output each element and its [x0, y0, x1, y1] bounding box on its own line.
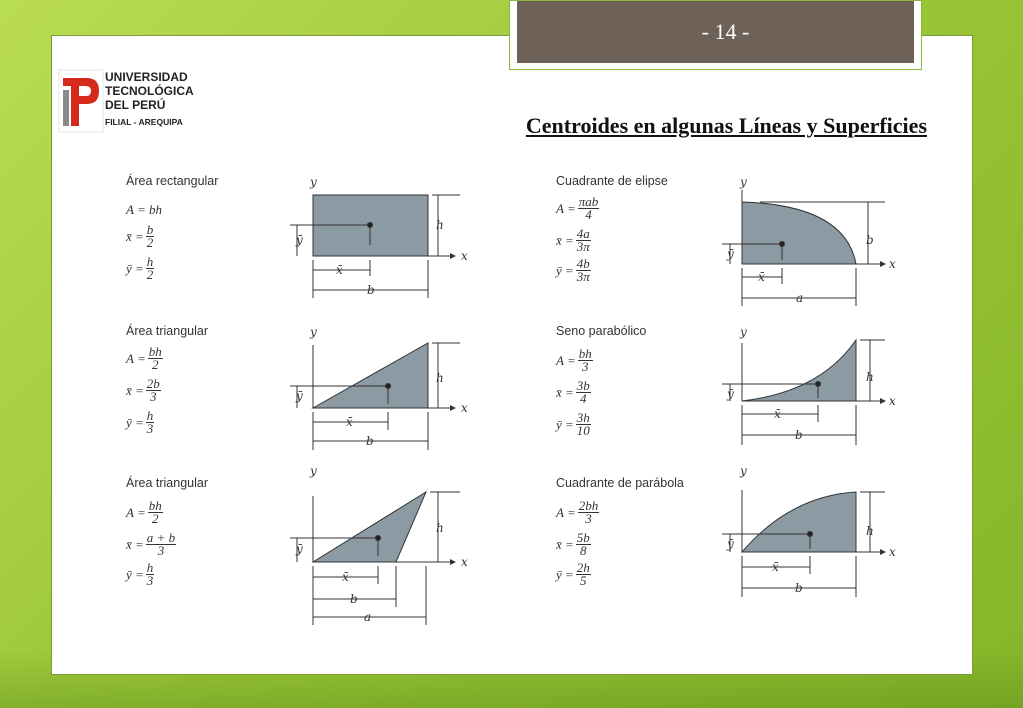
- label-b: b: [367, 283, 375, 297]
- label-xbar: x̄: [336, 263, 343, 277]
- numerator: 4b: [576, 256, 590, 271]
- shape-name: Seno parabólico: [556, 324, 647, 338]
- numerator: bh: [148, 498, 162, 513]
- denominator: 8: [580, 543, 587, 558]
- denominator: 3: [157, 543, 165, 558]
- label-y: y: [310, 464, 317, 478]
- formula-lhs: ȳ =: [126, 260, 144, 276]
- label-x: x: [461, 249, 468, 263]
- numerator: 2b: [146, 376, 160, 391]
- shape-name: Área rectangular: [126, 174, 219, 188]
- label-b: b: [795, 428, 803, 442]
- label-h: h: [866, 370, 874, 384]
- rectangle-diagram: [290, 195, 460, 298]
- numerator: 4a: [576, 226, 590, 241]
- numerator: 2h: [576, 560, 590, 575]
- formula-lhs: x̄ =: [556, 384, 574, 400]
- denominator: 3π: [576, 239, 590, 254]
- numerator: 2bh: [578, 498, 599, 513]
- parabola-quadrant-diagram: [722, 490, 885, 597]
- label-a: a: [364, 610, 372, 624]
- formula-lhs: x̄ =: [556, 536, 574, 552]
- label-ybar: ȳ: [727, 537, 734, 551]
- label-x: x: [889, 545, 896, 559]
- label-h: h: [436, 371, 444, 385]
- label-h: h: [436, 521, 444, 535]
- denominator: 3: [146, 421, 154, 436]
- denominator: 4: [580, 391, 587, 406]
- shape-name: Cuadrante de parábola: [556, 476, 684, 490]
- parabolic-spandrel-diagram: [722, 340, 885, 445]
- denominator: 3: [146, 573, 154, 588]
- label-y: y: [740, 175, 747, 189]
- shape-name: Área triangular: [126, 324, 208, 338]
- formula-lhs: ȳ =: [126, 566, 144, 582]
- formula-lhs: x̄ =: [126, 382, 144, 398]
- page-title: Centroides en algunas Líneas y Superficies: [525, 113, 927, 138]
- denominator: 2: [151, 511, 159, 526]
- denominator: 3: [150, 389, 157, 404]
- label-xbar: x̄: [774, 407, 781, 421]
- formula-lhs: x̄ =: [126, 536, 144, 552]
- formula-lhs: A =: [556, 504, 576, 520]
- numerator: bh: [148, 344, 162, 359]
- shape-name: Área triangular: [126, 476, 208, 490]
- label-b: b: [866, 233, 874, 247]
- numerator: bh: [578, 346, 592, 361]
- numerator: 5b: [576, 530, 590, 545]
- denominator: 2: [146, 235, 154, 250]
- label-b: b: [795, 581, 803, 595]
- label-a: a: [796, 291, 804, 305]
- numerator: h: [146, 560, 154, 575]
- label-h: h: [866, 524, 874, 538]
- label-x: x: [461, 401, 468, 415]
- label-x: x: [889, 394, 896, 408]
- numerator: h: [146, 254, 154, 269]
- ellipse-quadrant-diagram: [722, 190, 885, 306]
- label-y: y: [740, 464, 747, 478]
- numerator: h: [146, 408, 154, 423]
- label-x: x: [461, 555, 468, 569]
- denominator: 10: [576, 423, 590, 438]
- label-x: x: [889, 257, 896, 271]
- logo-line-3: DEL PERÚ: [105, 98, 166, 112]
- page-number: - 14 -: [517, 1, 914, 63]
- shape-name: Cuadrante de elipse: [556, 174, 668, 188]
- denominator: 2: [151, 357, 159, 372]
- formula-lhs: ȳ =: [556, 416, 574, 432]
- label-h: h: [436, 218, 444, 232]
- general-triangle-diagram: [290, 492, 460, 625]
- numerator: 3b: [576, 378, 590, 393]
- label-b: b: [350, 592, 358, 606]
- numerator: b: [146, 222, 154, 237]
- formula-lhs: A =: [126, 350, 146, 366]
- label-y: y: [310, 175, 317, 189]
- label-y: y: [740, 325, 747, 339]
- numerator: 3h: [576, 410, 590, 425]
- formula-lhs: A =: [126, 202, 146, 217]
- label-ybar: ȳ: [296, 233, 303, 247]
- label-xbar: x̄: [342, 570, 349, 584]
- denominator: 3: [581, 359, 589, 374]
- formula-lhs: x̄ =: [126, 228, 144, 244]
- logo-line-2: TECNOLÓGICA: [105, 84, 194, 98]
- formula-lhs: A =: [556, 352, 576, 368]
- label-ybar: ȳ: [296, 542, 303, 556]
- denominator: 4: [585, 207, 592, 222]
- denominator: 5: [580, 573, 587, 588]
- label-ybar: ȳ: [727, 387, 734, 401]
- label-b: b: [366, 434, 374, 448]
- formula-lhs: A =: [126, 504, 146, 520]
- denominator: 3π: [576, 269, 590, 284]
- label-ybar: ȳ: [727, 247, 734, 261]
- denominator: 3: [585, 511, 592, 526]
- formula-lhs: ȳ =: [556, 566, 574, 582]
- logo-line-4: FILIAL - AREQUIPA: [105, 117, 183, 127]
- formula-lhs: ȳ =: [556, 262, 574, 278]
- numerator: a + b: [146, 530, 176, 545]
- formula-rhs: bh: [148, 202, 162, 217]
- label-ybar: ȳ: [296, 389, 303, 403]
- logo-line-1: UNIVERSIDAD: [105, 70, 188, 84]
- formula-lhs: x̄ =: [556, 232, 574, 248]
- label-y: y: [310, 325, 317, 339]
- denominator: 2: [146, 267, 154, 282]
- label-xbar: x̄: [772, 560, 779, 574]
- formula-lhs: A =: [556, 200, 576, 216]
- label-xbar: x̄: [346, 415, 353, 429]
- label-xbar: x̄: [758, 270, 765, 284]
- numerator: πab: [578, 194, 599, 209]
- right-triangle-diagram: [290, 343, 460, 450]
- formula-lhs: ȳ =: [126, 414, 144, 430]
